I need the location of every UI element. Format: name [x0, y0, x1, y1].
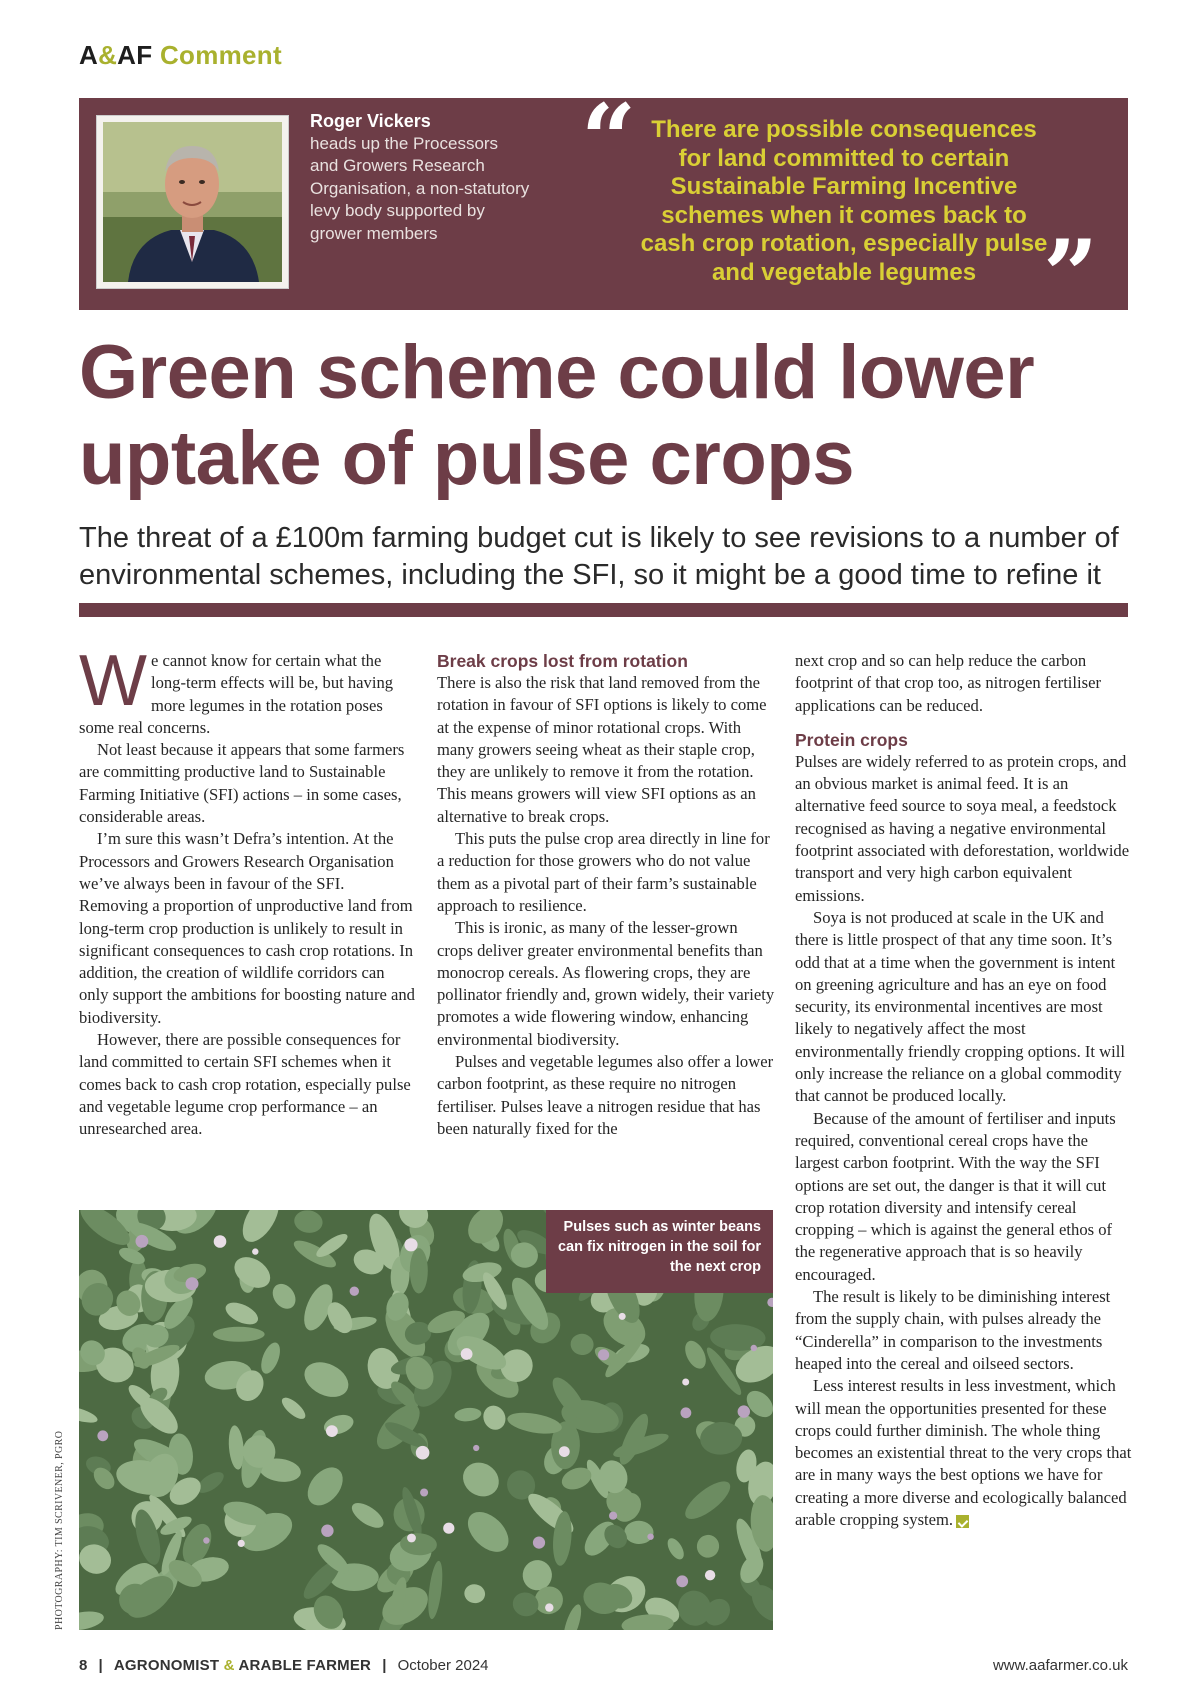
flower-shape [252, 1248, 258, 1254]
flower-shape [214, 1235, 227, 1248]
section-tag-part2: AF [117, 40, 153, 70]
standfirst: The threat of a £100m farming budget cut is likely to see revisions to a number of environmental schemes, including the SFI, so it might be a good time to refine it [79, 522, 1119, 591]
flower-shape [681, 1407, 692, 1418]
flower-shape [238, 1540, 245, 1547]
author-description: heads up the Processors and Growers Research Organisation, a non-statutory levy body supported by grower members [310, 133, 530, 243]
leaf-shape [213, 1327, 265, 1342]
flower-shape [473, 1445, 479, 1451]
paragraph: Soya is not produced at scale in the UK and there is little prospect of that any time soon. It’s odd that at a time when the government is intent on greening agriculture and has an eye on food security, its environmental incentives are most likely to negatively affect the most environmentally friendly cropping options. It will only increase the reliance on a global commodity that cannot be produced locally. [795, 907, 1125, 1106]
flower-shape [97, 1430, 108, 1441]
subheading-break-crops: Break crops lost from rotation [437, 651, 688, 671]
paragraph: This puts the pulse crop area directly in line for a reduction for those growers who do not value them as a pivotal part of their farm’s sustainable approach to resilience. [437, 829, 770, 915]
flower-shape [619, 1313, 626, 1320]
photo-caption: Pulses such as winter beans can fix nitrogen in the soil for the next crop [546, 1210, 773, 1293]
flower-shape [443, 1523, 454, 1534]
flower-shape [326, 1425, 338, 1437]
section-tag-part1: A [79, 40, 99, 70]
flower-shape [609, 1512, 617, 1520]
paragraph: This is ironic, as many of the lesser-grown crops deliver greater environmental benefits than monocrop cereals. As flowering crops, they are pollinator friendly and, grown widely, their variety promotes a wide flowering window, enhancing environmental biodiversity. [437, 918, 775, 1049]
paragraph: I’m sure this wasn’t Defra’s intention. At the Processors and Growers Research Organisation we’ve always been in favour of the SFI. Removing a proportion of unproductive land from long-term crop production is unlikely to result in significant consequences to cash crop rotations. In addition, the creation of wildlife corridors can only support the ambitions for boosting nature and biodiversity. [79, 829, 415, 1027]
photo-credit: PHOTOGRAPHY: TIM SCRIVENER, PGRO [54, 1430, 65, 1630]
paragraph: Because of the amount of fertiliser and inputs required, conventional cereal crops have the largest carbon footprint. With the way the SFI options are set out, the danger is that it will cut crop rotation diversity and intensify cereal cropping – which is against the general ethos of the regenerative approach that is so heavily encouraged. [795, 1108, 1116, 1284]
flower-shape [461, 1348, 473, 1360]
issue-date: October 2024 [397, 1657, 489, 1674]
flower-shape [186, 1277, 199, 1290]
flower-shape [751, 1345, 757, 1351]
subheading-protein-crops: Protein crops [795, 729, 908, 750]
paragraph [79, 641, 417, 739]
paragraph: Not least because it appears that some farmers are committing productive land to Sustainable Farming Initiative (SFI) actions – in some cases, considerable areas. [79, 740, 405, 827]
article-column-1 [79, 641, 417, 1141]
magazine-name-amp: & [223, 1657, 235, 1674]
flower-shape [136, 1235, 149, 1248]
author-info [310, 110, 530, 245]
magazine-name-part1: AGRONOMIST [113, 1657, 220, 1674]
flower-shape [203, 1537, 209, 1543]
article-column-2 [437, 650, 775, 1140]
page-footer [79, 1657, 1128, 1681]
flower-shape [545, 1603, 553, 1611]
flower-shape [559, 1446, 570, 1457]
flower-shape [676, 1575, 688, 1587]
paragraph: Pulses are widely referred to as protein crops, and an obvious market is animal feed. It is an alternative feed source to soya meal, a feedstock recognised as having a negative environmental footprint associated with deforestation, worldwide transport and very high carbon equivalent emissions. [795, 751, 1130, 905]
author-banner [79, 83, 1128, 332]
flower-shape [407, 1534, 416, 1543]
close-quote-icon: ” [1043, 219, 1099, 332]
section-tag-amp: & [98, 40, 118, 70]
footer-separator: | [382, 1657, 387, 1674]
author-name: Roger Vickers [310, 111, 431, 131]
end-mark-icon [956, 1515, 969, 1528]
headline: Green scheme could lower uptake of pulse crops [79, 330, 1035, 501]
author-portrait [96, 115, 289, 289]
website-url: www.aafarmer.co.uk [992, 1657, 1128, 1674]
flower-shape [705, 1570, 715, 1580]
leaf-shape [410, 1248, 428, 1293]
paragraph: However, there are possible consequences for land committed to certain SFI schemes when it comes back to cash crop rotation, especially pulse and vegetable legume crop performance – an unresearched area. [79, 1030, 411, 1139]
headline-rule [79, 603, 1128, 617]
page-number: 8 [79, 1657, 88, 1674]
flower-shape [598, 1349, 609, 1360]
drop-cap: W [79, 641, 147, 721]
pull-quote: There are possible consequences for land committed to certain Sustainable Farming Incentive schemes when it comes back to cash crop rotation, especially pulse and vegetable legumes [640, 116, 1048, 286]
flower-shape [416, 1446, 430, 1460]
section-tag [79, 40, 282, 71]
section-tag-part3: Comment [159, 40, 282, 70]
article-column-3 [795, 650, 1133, 1531]
flower-shape [682, 1379, 689, 1386]
flower-shape [404, 1238, 417, 1251]
flower-shape [738, 1405, 750, 1417]
paragraph-text: Less interest results in less investment, which will mean the opportunities presented for these crops could further diminish. The whole thing becomes an existential threat to the very crops that are in many ways the best options we have for creating a more diverse and ecologically balanced arable cropping system. [795, 1376, 1132, 1529]
paragraph: Pulses and vegetable legumes also offer a lower carbon footprint, as these require no nitrogen fertiliser. Pulses leave a nitrogen residue that has been naturally fixed for the [437, 1052, 774, 1138]
author-photo-illustration [103, 122, 282, 282]
flower-shape [350, 1287, 359, 1296]
magazine-name-part2: ARABLE FARMER [238, 1657, 372, 1674]
flower-shape [420, 1489, 428, 1497]
paragraph: next crop and so can help reduce the carbon footprint of that crop too, as nitrogen fertiliser applications can be reduced. [795, 651, 1101, 715]
paragraph [795, 1375, 1133, 1531]
flower-shape [647, 1534, 653, 1540]
magazine-name [114, 1657, 371, 1674]
open-quote-icon: “ [581, 83, 637, 196]
footer-separator: | [98, 1657, 103, 1674]
flower-shape [533, 1537, 545, 1549]
flower-shape [321, 1525, 333, 1537]
paragraph: The result is likely to be diminishing interest from the supply chain, with pulses already the “Cinderella” in comparison to the investments heaped into the cereal and oilseed sectors. [795, 1287, 1111, 1373]
paragraph-text: e cannot know for certain what the long-term effects will be, but having more legumes in the rotation poses some real concerns. [79, 651, 394, 737]
paragraph: There is also the risk that land removed from the rotation in favour of SFI options is likely to come at the expense of minor rotational crops. With many growers seeing wheat as their staple crop, they are unlikely to remove it from the rotation. This means growers will view SFI options as an alternative to break crops. [437, 673, 767, 826]
bean-crop-photo [79, 1210, 773, 1630]
